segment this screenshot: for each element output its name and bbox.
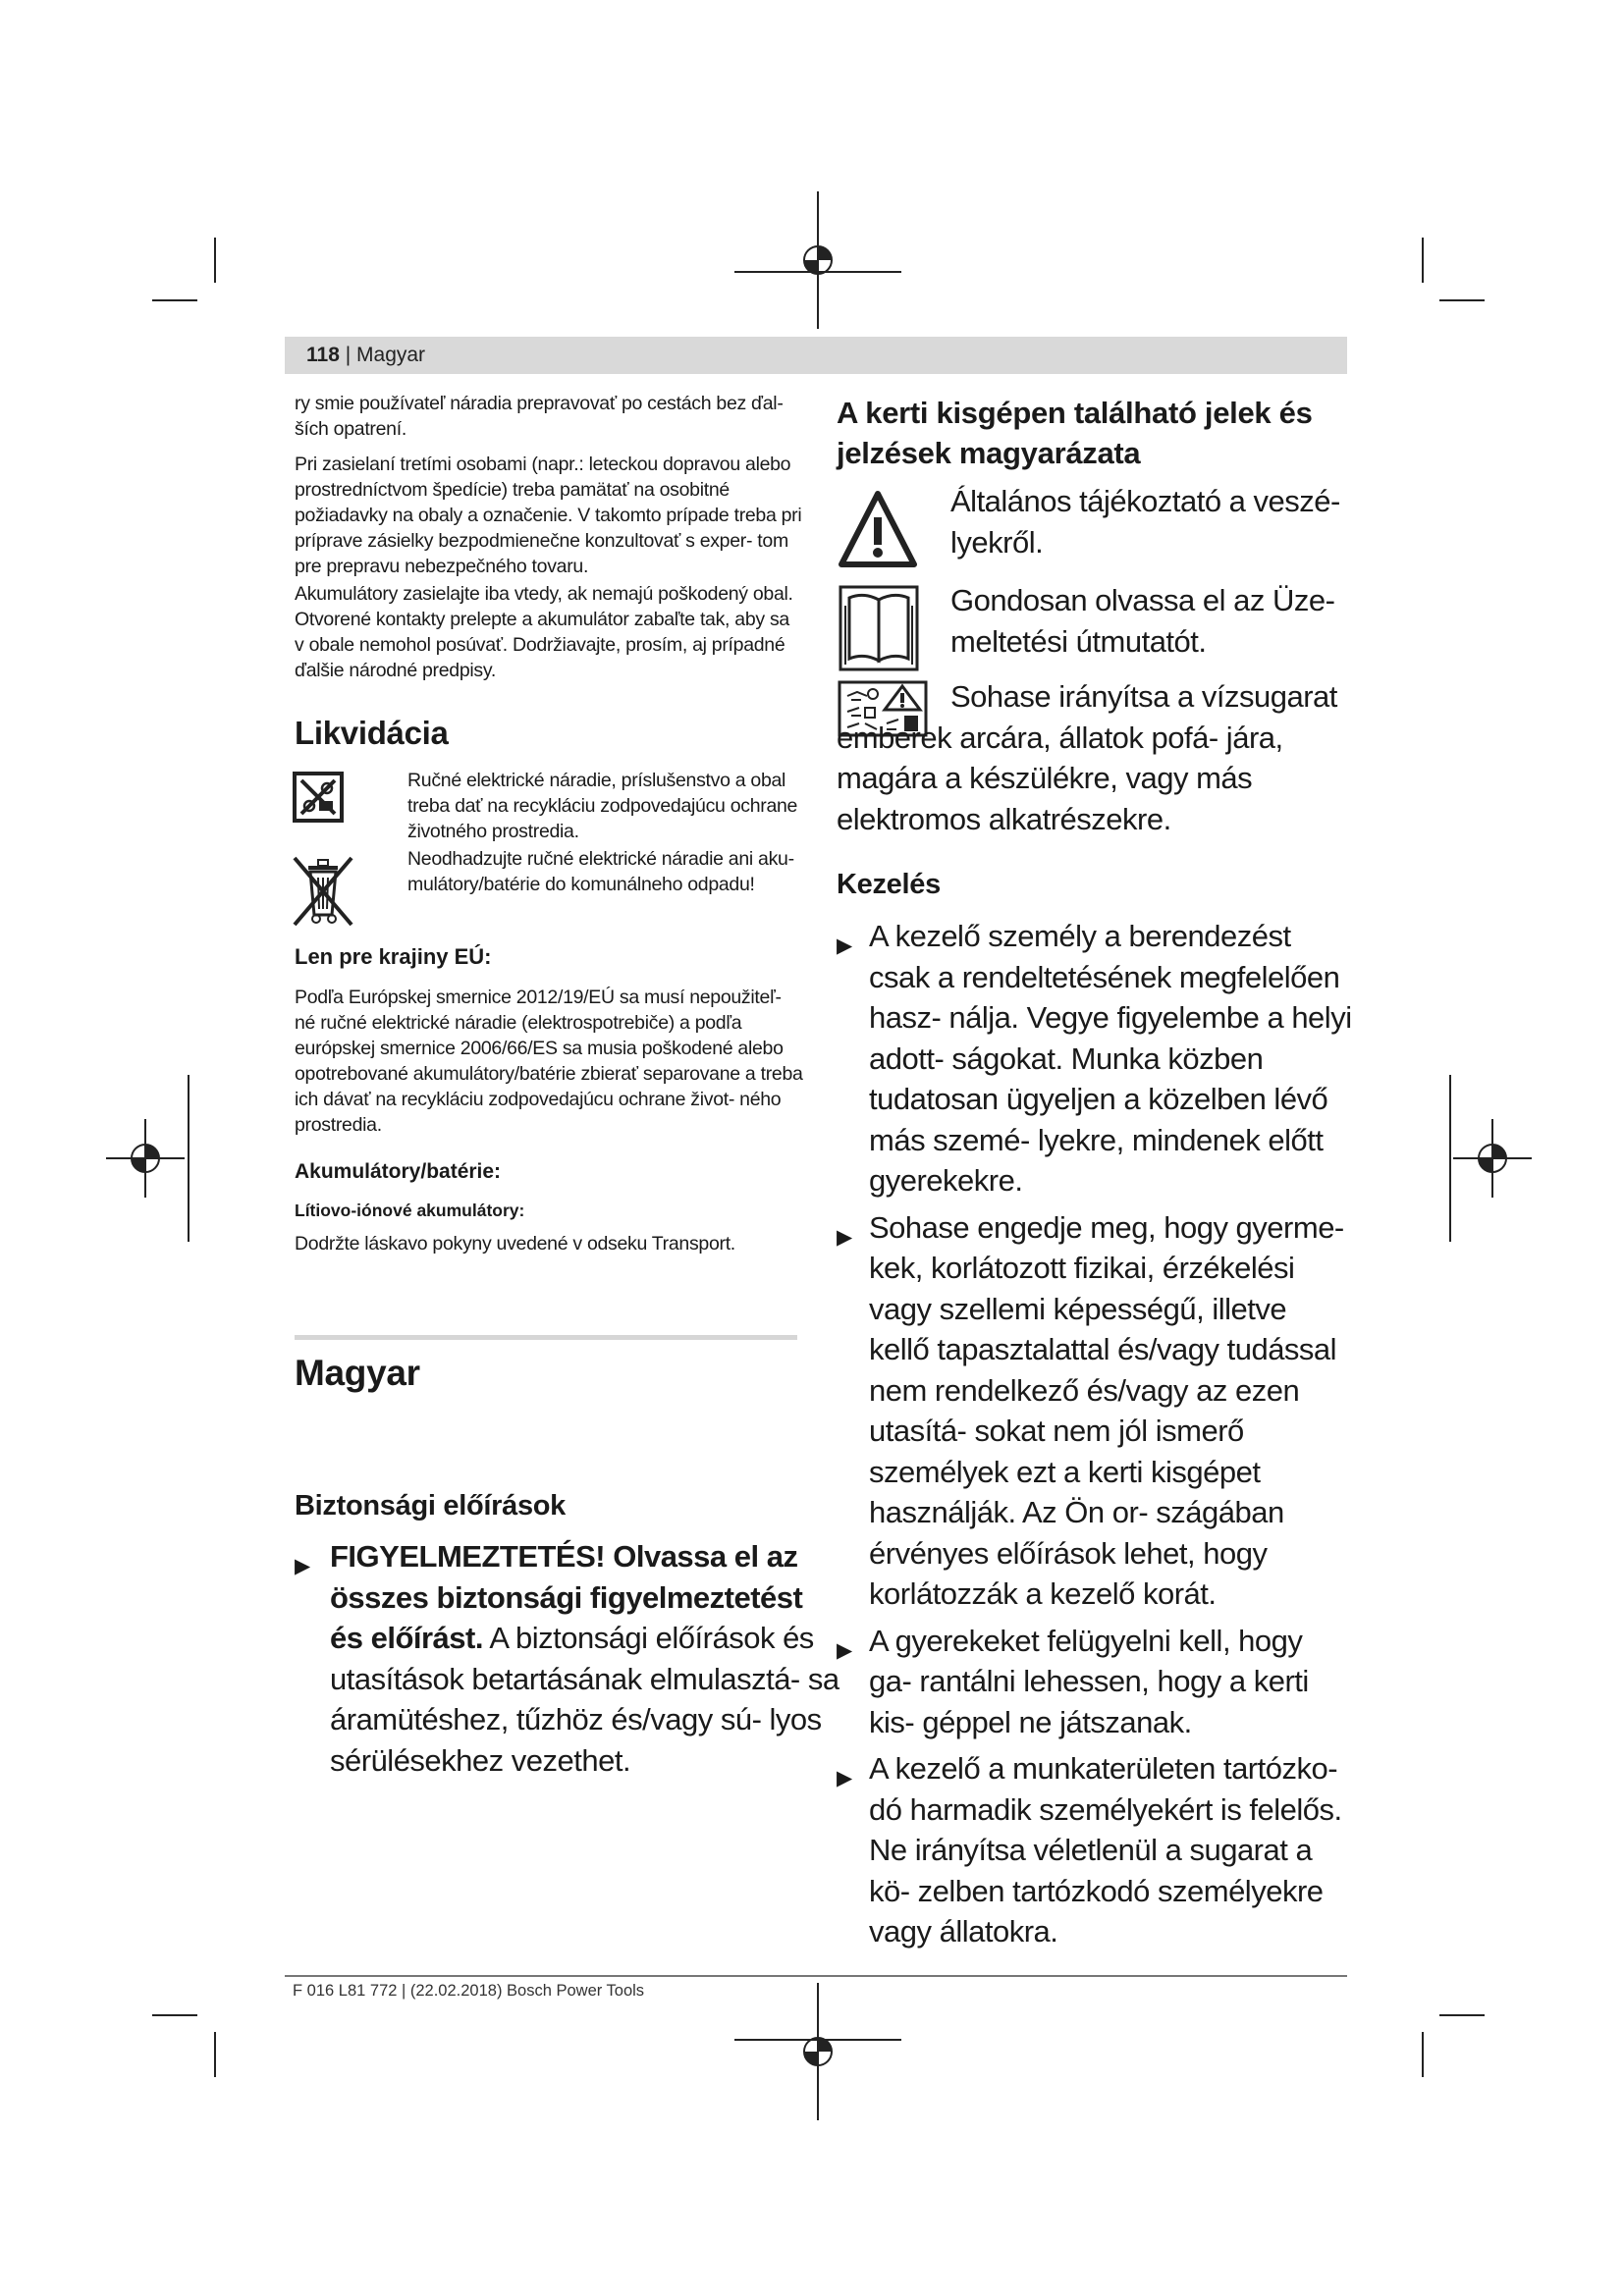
page-number: 118 (306, 344, 340, 366)
crop-mark (152, 299, 197, 301)
list-item (837, 1748, 1352, 1952)
paragraph: ry smie používateľ náradia prepravovať po cestách bez ďal- ších opatrení. (295, 393, 784, 440)
section-title-likvidacia: Likvidácia (295, 715, 449, 751)
header-separator: | (339, 344, 357, 366)
language-title-magyar: Magyar (295, 1353, 420, 1393)
disposal-text-2: Neodhadzujte ručné elektrické náradie ani aku- mulátory/batérie do komunálneho odpadu! (407, 848, 794, 895)
warning-triangle-icon (838, 488, 918, 570)
section-title-kezeles: Kezelés (837, 869, 941, 900)
symbols-title: A kerti kisgépen található jelek és jelzések magyarázata (837, 396, 1313, 470)
bullet-arrow-icon: ▶ (837, 1638, 852, 1662)
warning-text: A biztonsági előírások és utasítások betartásának elmulasztá- sa áramütéshez, tűzhöz és/vagy sú- lyos sérülésekhez vezethet. (330, 1621, 839, 1778)
crop-mark (188, 1075, 189, 1242)
kezeles-list (837, 916, 1352, 1952)
safety-title: Biztonsági előírások (295, 1490, 567, 1522)
crossed-bin-icon (289, 852, 357, 931)
bullet-arrow-icon: ▶ (295, 1555, 310, 1577)
symbol-2-text: Gondosan olvassa el az Üze- meltetési útmutatót. (950, 583, 1335, 659)
list-item-text: A kezelő a munkaterületen tartózko- dó harmadik személyekért is felelős. Ne irányítsa véletlenül a sugarat a kö- zelben tartózkodó személyekre vagy állatokra. (869, 1751, 1342, 1949)
bullet-arrow-icon: ▶ (837, 1767, 852, 1789)
list-item (837, 916, 1352, 1201)
crop-mark (1422, 2032, 1424, 2077)
symbol-1-text: Általános tájékoztató a veszé- lyekről. (950, 484, 1340, 560)
paragraph: Akumulátory zasielajte iba vtedy, ak nemajú poškodený obal. Otvorené kontakty prelepte a akumulátor zabaľte tak, aby sa v obale nemohol posúvať. Dodržiavajte, prosím, aj prípadné ďalšie národné predpisy. (295, 583, 793, 681)
battery-text: Dodržte láskavo pokyny uvedené v odseku Transport. (295, 1233, 735, 1255)
paragraph: Pri zasielaní tretími osobami (napr.: leteckou dopravou alebo prostredníctvom špedície) treba pamätať na osobitné požiadavky na obaly a označenie. V takomto prípade treba pri príprave zásielky bezpodmienečne konzultovať s exper- tom pre prepravu nebezpečného tovaru. (295, 454, 802, 577)
safety-warning (295, 1536, 840, 1781)
recycle-packaging-icon (293, 772, 344, 823)
registration-mark-top (734, 191, 901, 329)
warning-bold: FIGYELMEZTETÉS! Olvassa el az összes biztonsági figyelmeztetést és előírást. (330, 1539, 803, 1655)
li-ion-title: Lítiovo-iónové akumulátory: (295, 1201, 525, 1220)
header-language: Magyar (356, 344, 426, 366)
intro-text (295, 391, 803, 693)
crop-mark (1449, 1075, 1451, 1242)
bullet-arrow-icon: ▶ (837, 934, 852, 957)
bullet-arrow-icon: ▶ (837, 1225, 852, 1249)
list-item-text: Sohase engedje meg, hogy gyerme- kek, korlátozott fizikai, érzékelési vagy szellemi képességű, illetve kellő tapasztalattal és/vagy tudással nem rendelkező és/vagy az ezen utasítá- sokat nem jól ismerő személyek ezt a kerti kisgépet használják. Az Ön or- szágában érvényes előírások lehet, hogy korlátozzák a kezelő korát. (869, 1209, 1344, 1611)
list-item (837, 1621, 1352, 1743)
crop-mark (152, 2014, 197, 2016)
registration-mark-bottom (734, 1983, 901, 2120)
crop-mark (214, 2032, 216, 2077)
battery-title: Akumulátory/batérie: (295, 1160, 502, 1183)
page-footer: F 016 L81 772 | (22.02.2018) Bosch Power Tools (293, 1982, 645, 2000)
section-divider (295, 1335, 797, 1340)
disposal-text-1: Ručné elektrické náradie, príslušenstvo a obal treba dať na recykláciu zodpovedajúcu ochrane životného prostredia. (407, 770, 798, 842)
list-item (837, 1207, 1352, 1615)
read-manual-icon (838, 584, 920, 672)
symbol-3-text (837, 676, 1352, 839)
list-item-text: A gyerekeket felügyelni kell, hogy ga- rantálni lehessen, hogy a kerti kis- géppel ne játszanak. (869, 1623, 1309, 1739)
crop-mark (1439, 2014, 1485, 2016)
crop-mark (1439, 299, 1485, 301)
crop-mark (214, 238, 216, 283)
list-item-text: A kezelő személy a berendezést csak a rendeltetésének megfelelően hasz- nálja. Vegye figyelembe a helyi adott- ságokat. Munka közben tudatosan ügyeljen a közelben lévő más szemé- lyekre, mindenek előtt gyerekekre. (869, 919, 1352, 1198)
registration-mark-left (106, 1119, 185, 1198)
eu-title: Len pre krajiny EÚ: (295, 944, 492, 969)
page-header (306, 344, 425, 367)
symbol-3-content: Sohase irányítsa a vízsugarat emberek arcára, állatok pofá- jára, magára a készülékre, vagy más elektromos alkatrészekre. (837, 679, 1337, 836)
page-header-bar (285, 337, 1347, 374)
eu-text: Podľa Európskej smernice 2012/19/EÚ sa musí nepoužiteľ- né ručné elektrické náradie (elektrospotrebiče) a podľa európskej smernice 2006/66/ES sa musia poškodené alebo opotrebované akumulátory/batérie zbierať separovane a treba ich dávať na recykláciu zodpovedajúcu ochrane život- ného prostredia. (295, 987, 803, 1136)
registration-mark-right (1453, 1119, 1532, 1198)
crop-mark (1422, 238, 1424, 283)
footer-rule (285, 1975, 1347, 1977)
